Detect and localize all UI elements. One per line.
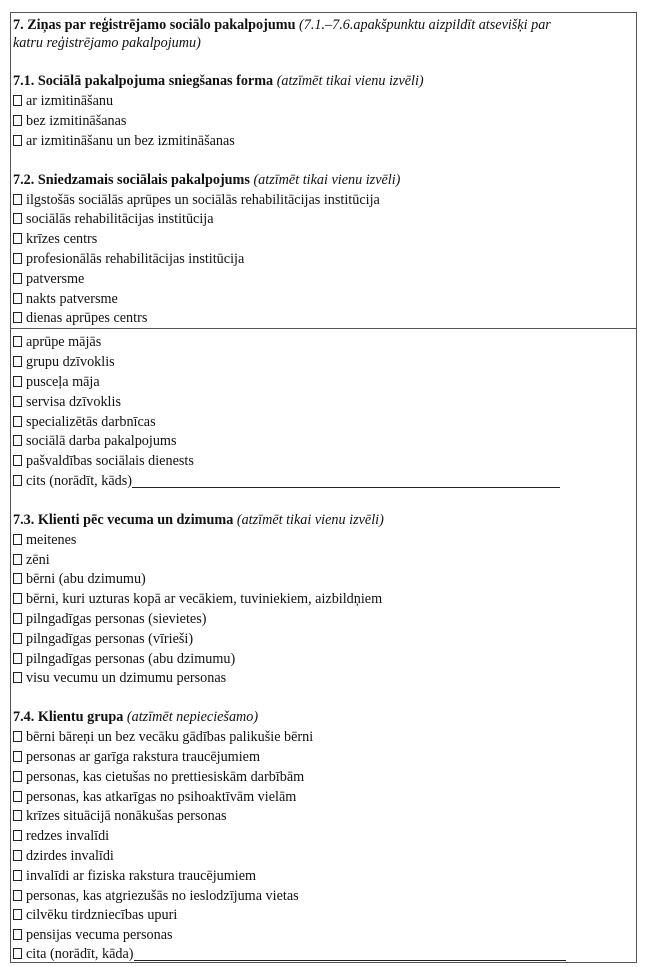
checkbox-option[interactable]: [13, 230, 97, 248]
checkbox-option[interactable]: [13, 452, 194, 470]
option-label: zēni: [26, 552, 50, 568]
checkbox-option[interactable]: [13, 788, 296, 806]
checkbox-option[interactable]: [13, 210, 214, 228]
option-label: grupu dzīvoklis: [26, 354, 115, 370]
checkbox-icon[interactable]: [13, 336, 22, 347]
checkbox-icon[interactable]: [13, 771, 22, 782]
subsection-7-3-title: 7.3. Klienti pēc vecuma un dzimuma: [13, 512, 234, 528]
checkbox-icon[interactable]: [13, 376, 22, 387]
form-section-frame: [10, 12, 637, 963]
option-label: krīzes centrs: [26, 231, 98, 247]
other-group-input[interactable]: [134, 946, 566, 961]
subsection-7-1-title: 7.1. Sociālā pakalpojuma sniegšanas forma: [13, 73, 274, 89]
option-label: pašvaldības sociālais dienests: [26, 453, 194, 469]
checkbox-option[interactable]: [13, 926, 173, 944]
checkbox-option-other[interactable]: [13, 945, 566, 963]
checkbox-option[interactable]: [13, 413, 156, 431]
checkbox-option[interactable]: [13, 650, 235, 668]
checkbox-option[interactable]: [13, 551, 50, 569]
subsection-7-2-heading: [13, 171, 400, 189]
option-label: redzes invalīdi: [26, 828, 110, 844]
checkbox-option[interactable]: [13, 807, 227, 825]
checkbox-option[interactable]: [13, 590, 382, 608]
checkbox-option[interactable]: [13, 630, 193, 648]
option-label: personas, kas atgriezušās no ieslodzījuma vietas: [26, 888, 299, 904]
checkbox-icon[interactable]: [13, 633, 22, 644]
section-7-note: (7.1.–7.6.apakšpunktu aizpildīt atsevišķi par: [295, 17, 551, 33]
checkbox-icon[interactable]: [13, 731, 22, 742]
checkbox-icon[interactable]: [13, 312, 22, 323]
checkbox-option[interactable]: [13, 906, 177, 924]
checkbox-icon[interactable]: [13, 791, 22, 802]
checkbox-option[interactable]: [13, 827, 109, 845]
checkbox-option[interactable]: [13, 610, 206, 628]
option-label: ar izmitināšanu un bez izmitināšanas: [26, 133, 235, 149]
checkbox-option[interactable]: [13, 250, 244, 268]
option-label: pilngadīgas personas (vīrieši): [26, 631, 194, 647]
checkbox-option[interactable]: [13, 270, 84, 288]
checkbox-icon[interactable]: [13, 273, 22, 284]
option-label: pensijas vecuma personas: [26, 927, 173, 943]
checkbox-option-other[interactable]: [13, 472, 560, 490]
checkbox-option[interactable]: [13, 847, 114, 865]
option-label: krīzes situācijā nonākušas personas: [26, 808, 227, 824]
checkbox-icon[interactable]: [13, 751, 22, 762]
subsection-7-4-title: 7.4. Klientu grupa: [13, 709, 124, 725]
checkbox-option[interactable]: [13, 768, 304, 786]
checkbox-icon[interactable]: [13, 135, 22, 146]
option-label: cilvēku tirdzniecības upuri: [26, 907, 178, 923]
option-label: visu vecumu un dzimumu personas: [26, 670, 227, 686]
option-label: bez izmitināšanas: [26, 113, 127, 129]
option-label: bērni bāreņi un bez vecāku gādības palikušie bērni: [26, 729, 314, 745]
checkbox-option[interactable]: [13, 309, 147, 327]
subsection-7-1-note: (atzīmēt tikai vienu izvēli): [273, 73, 424, 89]
option-label: personas ar garīga rakstura traucējumiem: [26, 749, 260, 765]
subsection-7-1-heading: [13, 72, 424, 90]
option-label: specializētās darbnīcas: [26, 414, 156, 430]
checkbox-icon[interactable]: [13, 534, 22, 545]
subsection-7-2-title: 7.2. Sniedzamais sociālais pakalpojums: [13, 172, 250, 188]
checkbox-icon[interactable]: [13, 435, 22, 446]
checkbox-icon[interactable]: [13, 830, 22, 841]
option-label: profesionālās rehabilitācijas institūcija: [26, 251, 245, 267]
checkbox-icon[interactable]: [13, 573, 22, 584]
option-label: servisa dzīvoklis: [26, 394, 121, 410]
section-7-heading: [13, 16, 551, 34]
checkbox-option[interactable]: [13, 333, 101, 351]
checkbox-option[interactable]: [13, 132, 235, 150]
option-label: dzirdes invalīdi: [26, 848, 114, 864]
checkbox-option[interactable]: [13, 669, 226, 687]
checkbox-icon[interactable]: [13, 396, 22, 407]
checkbox-option[interactable]: [13, 92, 113, 110]
checkbox-option[interactable]: [13, 867, 256, 885]
page-break-divider: [11, 328, 636, 329]
checkbox-icon[interactable]: [13, 194, 22, 205]
checkbox-icon[interactable]: [13, 475, 22, 486]
checkbox-icon[interactable]: [13, 850, 22, 861]
checkbox-icon[interactable]: [13, 870, 22, 881]
checkbox-icon[interactable]: [13, 909, 22, 920]
checkbox-icon[interactable]: [13, 613, 22, 624]
checkbox-option[interactable]: [13, 432, 177, 450]
option-label: nakts patversme: [26, 291, 118, 307]
checkbox-icon[interactable]: [13, 455, 22, 466]
checkbox-icon[interactable]: [13, 95, 22, 106]
other-service-input[interactable]: [132, 473, 560, 488]
option-label: meitenes: [26, 532, 77, 548]
checkbox-icon[interactable]: [13, 356, 22, 367]
section-7-title: 7. Ziņas par reģistrējamo sociālo pakalpojumu: [13, 17, 296, 33]
subsection-7-4-heading: [13, 708, 258, 726]
option-label: personas, kas atkarīgas no psihoaktīvām vielām: [26, 789, 297, 805]
checkbox-icon[interactable]: [13, 810, 22, 821]
checkbox-option[interactable]: [13, 748, 260, 766]
option-label: sociālās rehabilitācijas institūcija: [26, 211, 214, 227]
section-7-note-cont: katru reģistrējamo pakalpojumu): [13, 35, 201, 51]
checkbox-icon[interactable]: [13, 948, 22, 959]
subsection-7-3-heading: [13, 511, 384, 529]
option-label: ar izmitināšanu: [26, 93, 114, 109]
option-label: pusceļa māja: [26, 374, 100, 390]
checkbox-icon[interactable]: [13, 929, 22, 940]
checkbox-option[interactable]: [13, 728, 313, 746]
checkbox-icon[interactable]: [13, 293, 22, 304]
checkbox-option[interactable]: [13, 353, 115, 371]
checkbox-option[interactable]: [13, 112, 126, 130]
option-label: invalīdi ar fiziska rakstura traucējumiem: [26, 868, 257, 884]
option-label: ilgstošās sociālās aprūpes un sociālās rehabilitācijas institūcija: [26, 192, 380, 208]
checkbox-icon[interactable]: [13, 115, 22, 126]
option-label: cits (norādīt, kāds): [26, 473, 132, 489]
checkbox-icon[interactable]: [13, 890, 22, 901]
subsection-7-3-note: (atzīmēt tikai vienu izvēli): [233, 512, 384, 528]
checkbox-option[interactable]: [13, 373, 100, 391]
checkbox-icon[interactable]: [13, 416, 22, 427]
option-label: bērni, kuri uzturas kopā ar vecākiem, tuviniekiem, aizbildņiem: [26, 591, 383, 607]
option-label: bērni (abu dzimumu): [26, 571, 146, 587]
checkbox-icon[interactable]: [13, 672, 22, 683]
option-label: cita (norādīt, kāda): [26, 946, 134, 962]
option-label: pilngadīgas personas (sievietes): [26, 611, 207, 627]
checkbox-option[interactable]: [13, 887, 299, 905]
checkbox-option[interactable]: [13, 531, 76, 549]
checkbox-icon[interactable]: [13, 233, 22, 244]
subsection-7-4-note: (atzīmēt nepieciešamo): [123, 709, 259, 725]
checkbox-option[interactable]: [13, 290, 118, 308]
option-label: sociālā darba pakalpojums: [26, 433, 177, 449]
checkbox-option[interactable]: [13, 570, 146, 588]
checkbox-icon[interactable]: [13, 653, 22, 664]
checkbox-option[interactable]: [13, 191, 380, 209]
option-label: dienas aprūpes centrs: [26, 310, 148, 326]
checkbox-icon[interactable]: [13, 253, 22, 264]
checkbox-icon[interactable]: [13, 593, 22, 604]
checkbox-icon[interactable]: [13, 554, 22, 565]
checkbox-icon[interactable]: [13, 213, 22, 224]
option-label: pilngadīgas personas (abu dzimumu): [26, 651, 236, 667]
checkbox-option[interactable]: [13, 393, 121, 411]
option-label: aprūpe mājās: [26, 334, 102, 350]
option-label: personas, kas cietušas no prettiesiskām darbībām: [26, 769, 305, 785]
subsection-7-2-note: (atzīmēt tikai vienu izvēli): [249, 172, 401, 188]
option-label: patversme: [26, 271, 85, 287]
